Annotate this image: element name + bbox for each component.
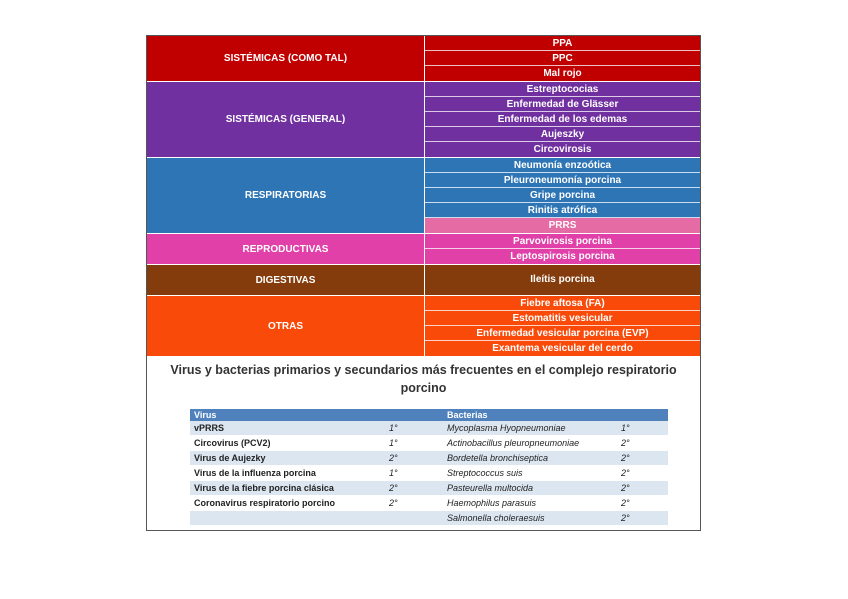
virus-header: Virus	[190, 409, 443, 421]
group-name: SISTÉMICAS (GENERAL)	[147, 82, 425, 157]
disease-item: Circovirosis	[533, 144, 592, 155]
bacteria-rank: 2°	[617, 511, 668, 526]
disease-item: Pleuroneumonía porcina	[425, 173, 700, 188]
bacteria-name: Bordetella bronchiseptica	[443, 451, 617, 466]
bacteria-rank: 2°	[617, 436, 668, 451]
disease-item: Rinitis atrófica	[425, 203, 700, 218]
disease-item: Estreptococias	[425, 82, 700, 97]
bacteria-rank: 2°	[617, 451, 668, 466]
group-name: OTRAS	[147, 296, 425, 356]
pathogens-header-row	[190, 409, 668, 421]
document-frame	[146, 35, 701, 531]
disease-item: Enfermedad de Glässer	[425, 97, 700, 112]
disease-item: Parvovirosis porcina	[425, 234, 700, 249]
disease-item: Leptospirosis porcina	[510, 251, 615, 262]
disease-item: PRRS	[425, 218, 700, 233]
disease-item: Mal rojo	[543, 68, 582, 79]
group-items	[425, 234, 700, 264]
virus-rank: 1°	[385, 421, 443, 436]
bacteria-rank: 2°	[617, 481, 668, 496]
virus-name: Virus de Aujezky	[190, 451, 385, 466]
virus-name: vPRRS	[190, 421, 385, 436]
bacteria-name: Pasteurella multocida	[443, 481, 617, 496]
pathogens-table	[190, 409, 668, 526]
disease-groups-table	[147, 36, 700, 357]
virus-rank: 2°	[385, 481, 443, 496]
table-row	[190, 421, 668, 436]
bacteria-rank: 2°	[617, 496, 668, 511]
virus-rank: 1°	[385, 436, 443, 451]
table-caption: Virus y bacterias primarios y secundarios más frecuentes en el complejo respiratorio porcino	[170, 363, 677, 395]
bacteria-rank: 1°	[617, 421, 668, 436]
virus-rank: 2°	[385, 451, 443, 466]
disease-item: Neumonía enzoótica	[425, 158, 700, 173]
virus-rank: 1°	[385, 466, 443, 481]
table-row	[190, 466, 668, 481]
group-items	[425, 158, 700, 233]
bacteria-name: Salmonella choleraesuis	[443, 511, 617, 526]
virus-name	[190, 511, 385, 526]
group-name: RESPIRATORIAS	[147, 158, 425, 233]
disease-group	[147, 296, 700, 357]
table-row	[190, 511, 668, 526]
disease-item: Enfermedad vesicular porcina (EVP)	[425, 326, 700, 341]
disease-item: Exantema vesicular del cerdo	[492, 343, 633, 354]
group-name: REPRODUCTIVAS	[147, 234, 425, 264]
bacteria-name: Mycoplasma Hyopneumoniae	[443, 421, 617, 436]
disease-item: Aujeszky	[425, 127, 700, 142]
disease-item: Ileítis porcina	[530, 274, 595, 285]
disease-item: Estomatitis vesicular	[425, 311, 700, 326]
table-row	[190, 481, 668, 496]
group-name: SISTÉMICAS (COMO TAL)	[147, 36, 425, 81]
bacteria-header: Bacterias	[443, 409, 668, 421]
disease-item: Fiebre aftosa (FA)	[425, 296, 700, 311]
bacteria-name: Streptococcus suis	[443, 466, 617, 481]
disease-item: Enfermedad de los edemas	[425, 112, 700, 127]
disease-group	[147, 36, 700, 82]
virus-name: Circovirus (PCV2)	[190, 436, 385, 451]
bacteria-name: Haemophilus parasuis	[443, 496, 617, 511]
table-row	[190, 451, 668, 466]
group-items	[425, 36, 700, 81]
bacteria-rank: 2°	[617, 466, 668, 481]
disease-group	[147, 82, 700, 158]
virus-rank: 2°	[385, 496, 443, 511]
group-items	[425, 265, 700, 295]
disease-group	[147, 158, 700, 234]
disease-item: PPA	[425, 36, 700, 51]
virus-rank	[385, 511, 443, 526]
disease-item: Gripe porcina	[425, 188, 700, 203]
virus-name: Virus de la fiebre porcina clásica	[190, 481, 385, 496]
bacteria-name: Actinobacillus pleuropneumoniae	[443, 436, 617, 451]
disease-group	[147, 234, 700, 265]
group-items	[425, 296, 700, 356]
group-items	[425, 82, 700, 157]
virus-name: Coronavirus respiratorio porcino	[190, 496, 385, 511]
disease-group	[147, 265, 700, 296]
table-row	[190, 496, 668, 511]
virus-name: Virus de la influenza porcina	[190, 466, 385, 481]
table-row	[190, 436, 668, 451]
disease-item: PPC	[425, 51, 700, 66]
group-name: DIGESTIVAS	[147, 265, 425, 295]
